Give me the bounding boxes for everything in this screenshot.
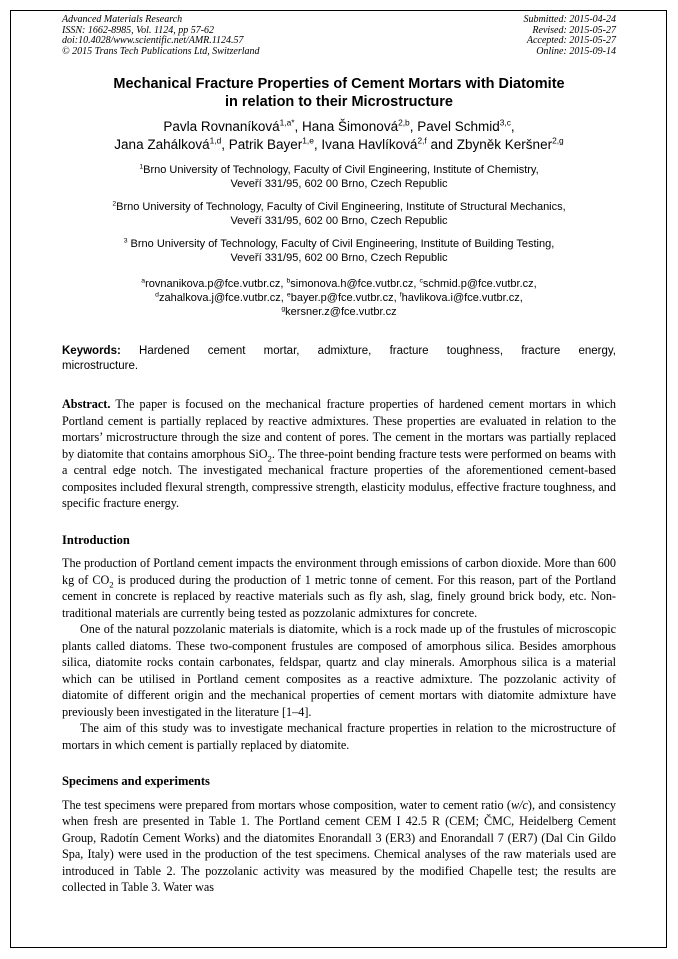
abstract-text: The paper is focused on the mechanical fracture properties of hardened cement mortars in which Portland cement is partially replaced by reactive admixtures. These properties are evaluated in relation to the mortars’ microstructure through the size and content of pores. The cement in the mortars was partially replaced by diatomite that contains amorphous SiO$_2$. The three-point bending fracture tests were performed on beams with a central edge notch. The investigated mechanical fracture properties of the aforementioned cement-based composites included flexural strength, compressive strength, elasticity modulus, effective fracture toughness, and specific fracture energy. <box>62 397 617 510</box>
keywords-text-line2: microstructure. <box>62 360 139 372</box>
author-emails-line3: $^g$kersner.z@fce.vutbr.cz <box>281 305 397 318</box>
journal-copyright: © 2015 Trans Tech Publications Ltd, Switzerland <box>62 45 260 57</box>
journal-name: Advanced Materials Research <box>62 14 183 25</box>
affiliation-3 <box>62 237 616 265</box>
keywords-line1 <box>62 344 616 359</box>
author-emails <box>62 277 616 319</box>
date-revised: Revised: 2015-05-27 <box>532 24 616 36</box>
keywords-label: Keywords: <box>62 345 121 357</box>
abstract-label: Abstract. <box>62 397 111 411</box>
page-content <box>62 15 616 896</box>
author-list-line2: Jana Zahálková$^{1,d}$, Patrik Bayer$^{1,e}$, Ivana Havlíková$^{2,f}$ and Zbyněk Keršner$^{2,g}$ <box>114 135 564 152</box>
affiliation-2-line2: Veveří 331/95, 602 00 Brno, Czech Republic <box>230 215 448 227</box>
affiliation-3-line1: $^3$ Brno University of Technology, Faculty of Civil Engineering, Institute of Building Testing, <box>123 237 555 250</box>
author-list-line1: Pavla Rovnaníková$^{1,a*}$, Hana Šimonová$^{2,b}$, Pavel Schmid$^{3,c}$, <box>163 117 515 134</box>
affiliation-1-line1: $^1$Brno University of Technology, Faculty of Civil Engineering, Institute of Chemistry, <box>139 163 539 176</box>
keywords-text-line1: Hardened cement mortar, admixture, fracture toughness, fracture energy, <box>139 345 616 357</box>
journal-issn-volume: ISSN: 1662-8985, Vol. 1124, pp 57-62 <box>62 24 215 36</box>
paper-title-line2: in relation to their Microstructure <box>225 94 453 110</box>
author-list <box>62 118 616 154</box>
date-online: Online: 2015-09-14 <box>536 45 616 57</box>
affiliation-3-line2: Veveří 331/95, 602 00 Brno, Czech Republic <box>230 252 448 264</box>
affiliation-1-line2: Veveří 331/95, 602 00 Brno, Czech Republic <box>230 178 448 190</box>
journal-header <box>62 15 616 57</box>
section-heading-specimens: Specimens and experiments <box>62 774 210 788</box>
submission-dates <box>524 15 617 57</box>
specimens-paragraph-1: The test specimens were prepared from mortars whose composition, water to cement ratio (w/c), and consistency when fresh are presented in Table 1. The Portland cement CEM I 42.5 R (CEM; ČMC, Heidelberg Cement Group, Radotín Cement Works) and the diatomites Enorandall 3 (ER3) and Enorandall 7 (ER7) (Dal Cin Gildo Spa, Italy) were used in the production of the test specimens. Chemical analyses of the raw materials used are introduced in Table 2. The pozzolanic activity was measured by the modified Chapelle test; the results are collected in Table 3. Water was <box>62 797 616 894</box>
affiliation-2-line1: $^2$Brno University of Technology, Faculty of Civil Engineering, Institute of Structural Mechanics, <box>112 200 566 213</box>
intro-paragraph-1: The production of Portland cement impacts the environment through emissions of carbon dioxide. More than 600 kg of $CO_2$ is produced during the production of 1 metric tonne of cement. For this reason, part of the Portland cement in concrete is replaced by reactive materials such as fly ash, slag, finely ground brick body, etc. Non-traditional materials are currently being tested as pozzolanic admixtures for concrete. <box>62 556 616 620</box>
paper-title-line1: Mechanical Fracture Properties of Cement Mortars with Diatomite <box>113 76 565 92</box>
keywords-block <box>62 344 616 374</box>
affiliation-2 <box>62 200 616 228</box>
affiliation-1 <box>62 163 616 191</box>
author-emails-line2: $^d$zahalkova.j@fce.vutbr.cz, $^e$bayer.p@fce.vutbr.cz, $^f$havlikova.i@fce.vutbr.cz, <box>155 291 523 304</box>
intro-paragraph-3: The aim of this study was to investigate mechanical fracture properties in relation to the microstructure of mortars in which cement is partially replaced by diatomite. <box>62 721 616 752</box>
abstract-block <box>62 396 616 512</box>
journal-doi: doi:10.4028/www.scientific.net/AMR.1124.57 <box>62 35 244 46</box>
intro-paragraph-2: One of the natural pozzolanic materials is diatomite, which is a rock made up of the frustules of microscopic plants called diatoms. These two-component frustules are composed of amorphous silica. Besides amorphous silica, diatomite rocks contain carbonates, feldspar, quartz and clay minerals. Amorphous silica is a material which can be utilised in Portland cement composites as a reactive admixture. The pozzolanic activity of diatomite of different origin and the mechanical properties of cement mortars with diatomite admixture have previously been investigated in the literature [1–4]. <box>62 622 616 719</box>
journal-info <box>62 15 260 57</box>
author-emails-line1: $^a$rovnanikova.p@fce.vutbr.cz, $^b$simonova.h@fce.vutbr.cz, $^c$schmid.p@fce.vutbr.cz, <box>141 277 537 290</box>
date-submitted: Submitted: 2015-04-24 <box>523 14 616 25</box>
date-accepted: Accepted: 2015-05-27 <box>526 35 616 46</box>
section-heading-introduction: Introduction <box>62 532 130 547</box>
paper-title <box>62 75 616 111</box>
